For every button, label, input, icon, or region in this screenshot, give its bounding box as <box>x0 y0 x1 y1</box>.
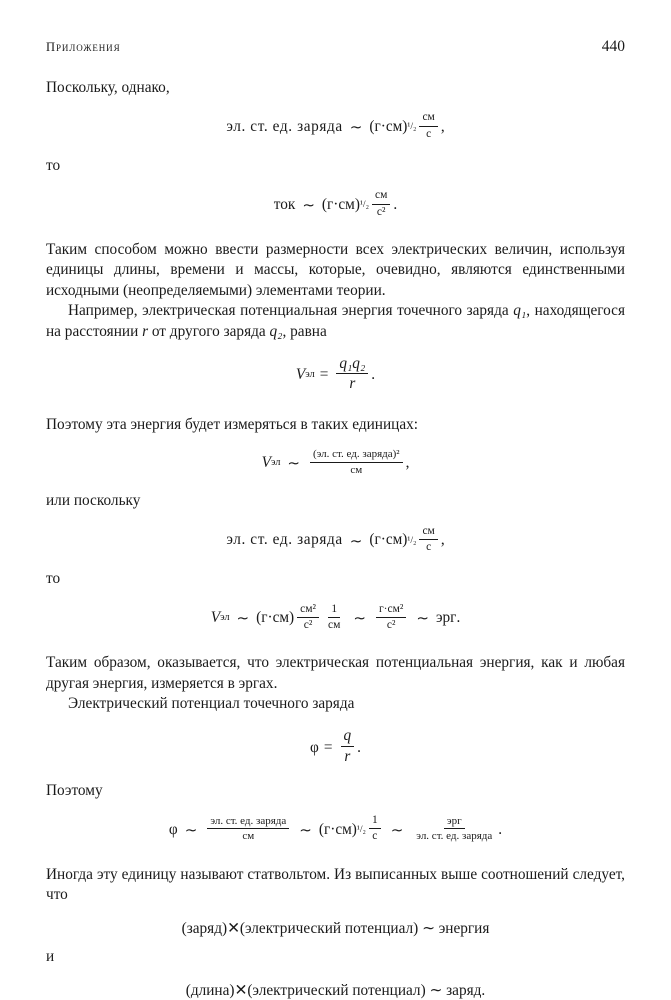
equation-8-symbol: φ <box>168 820 178 838</box>
paragraph-10: Поэтому <box>46 781 103 799</box>
paragraph-4-text-d: , равна <box>282 322 327 340</box>
equation-6-fraction-1-numerator: см² <box>297 603 319 618</box>
paragraph-8: Таким образом, оказывается, что электрическая потенциальная энергия, как и любая другая энергия, измеряется в эргах. <box>46 654 625 692</box>
equation-2-exponent: ¹/₂ <box>359 199 370 211</box>
equation-8-fraction-1-numerator: эл. ст. ед. заряда <box>207 815 289 830</box>
equation-6-fraction-3-denominator: с² <box>386 618 396 631</box>
paragraph-11: Иногда эту единицу называют статвольтом. Из выписанных выше соотношений следует, что <box>46 865 625 904</box>
equation-5-relation: ∼ <box>349 533 363 550</box>
equation-3-fraction-numerator: q₁q₂ <box>336 355 368 375</box>
equation-7-fraction <box>341 727 355 765</box>
equation-2-fraction <box>372 189 390 218</box>
equation-6-relation-2: ∼ <box>353 611 366 628</box>
paragraph-4-text-c: от другого заряда <box>148 322 270 340</box>
equation-1-exponent: ¹/₂ <box>407 121 417 133</box>
equation-5-lhs: эл. ст. ед. заряда <box>226 531 343 549</box>
equation-8-fraction-1 <box>207 815 289 843</box>
equation-4-fraction-numerator: (эл. ст. ед. заряда)² <box>310 448 403 463</box>
equation-5-fraction-denominator: с <box>426 540 432 553</box>
equation-8-term-1: (г·см) <box>318 820 357 838</box>
running-title: Приложения <box>46 40 121 54</box>
page-number: 440 <box>601 38 625 55</box>
equation-6-fraction-2-numerator: 1 <box>328 603 340 618</box>
equation-7-symbol: φ <box>310 738 319 756</box>
equation-1-lhs: эл. ст. ед. заряда <box>226 118 343 136</box>
equation-5-trailing: , <box>440 531 445 549</box>
equation-3 <box>46 356 625 394</box>
equation-8-relation-2: ∼ <box>299 823 312 840</box>
equation-6-term-1: (г·см) <box>256 609 295 627</box>
equation-5-fraction <box>419 525 437 554</box>
equation-3-subscript: эл <box>305 369 315 381</box>
equation-2-relation: ∼ <box>302 198 315 215</box>
equation-6-fraction-3-numerator: г·см² <box>376 603 406 618</box>
equation-3-fraction-denominator: r <box>349 375 356 393</box>
equation-5-exponent: ¹/₂ <box>407 534 417 546</box>
equation-7-fraction-denominator: r <box>344 747 351 765</box>
equation-8-relation-1: ∼ <box>184 823 198 840</box>
equation-6-relation-3: ∼ <box>416 611 429 628</box>
equation-7-trailing: . <box>357 738 361 756</box>
equation-8-fraction-2 <box>369 814 381 843</box>
equation-5-fraction-numerator: см <box>419 525 437 540</box>
equation-2-fraction-numerator: см <box>372 189 390 204</box>
equation-4-fraction-denominator: см <box>350 463 363 476</box>
paragraph-4-text-b: , находящегося на расстоянии <box>46 302 625 340</box>
equation-6-fraction-1 <box>297 603 319 632</box>
equation-6-fraction-1-denominator: с² <box>303 618 313 631</box>
paragraph-5: Поэтому эта энергия будет измеряться в таких единицах: <box>46 415 419 433</box>
equation-1-rhs-base: (г·см) <box>369 118 408 136</box>
equation-9: (заряд)✕(электрический потенциал) ∼ энергия <box>181 919 490 937</box>
equation-2-rhs-base: (г·см) <box>321 195 360 213</box>
equation-8-fraction-3-numerator: эрг <box>444 815 465 830</box>
equation-4-trailing: , <box>405 454 410 471</box>
equation-8 <box>46 815 625 844</box>
equation-7-equals: = <box>323 738 333 756</box>
equation-8-fraction-3 <box>413 815 495 843</box>
equation-2 <box>46 190 625 219</box>
equation-1-fraction-denominator: с <box>426 127 432 140</box>
equation-4-fraction <box>310 448 403 476</box>
variable-q2: q₂ <box>269 322 283 340</box>
page-content <box>46 78 625 1000</box>
equation-3-fraction <box>336 355 368 393</box>
equation-5-rhs-base: (г·см) <box>369 531 408 549</box>
paragraph-4-text-a: Например, электрическая потенциальная энергия точечного заряда <box>68 302 514 320</box>
paragraph-7: то <box>46 570 61 588</box>
equation-6-symbol: V <box>210 609 221 627</box>
paragraph-3: Таким способом можно ввести размерности всех электрических величин, используя единицы длины, времени и массы, которые, очевидно, являются единственными исходными (неопределяемыми) элементами теории. <box>46 240 625 299</box>
equation-6 <box>46 604 625 633</box>
equation-7 <box>46 729 625 767</box>
equation-8-fraction-2-numerator: 1 <box>369 814 381 829</box>
paragraph-9: Электрический потенциал точечного заряда <box>68 695 355 713</box>
paragraph-12: и <box>46 948 55 966</box>
equation-6-fraction-2-denominator: см <box>328 618 341 631</box>
equation-2-trailing: . <box>393 195 398 213</box>
equation-2-lhs: ток <box>273 195 296 213</box>
paragraph-6: или поскольку <box>46 492 141 510</box>
variable-q1: q₁ <box>513 302 527 320</box>
equation-7-fraction-numerator: q <box>341 727 355 747</box>
paragraph-1: Поскольку, однако, <box>46 79 170 96</box>
equation-6-tail: эрг <box>435 609 457 627</box>
page-header <box>46 38 625 56</box>
equation-1 <box>46 113 625 142</box>
equation-3-trailing: . <box>371 366 376 384</box>
equation-10: (длина)✕(электрический потенциал) ∼ заряд. <box>185 981 486 999</box>
equation-8-fraction-1-denominator: см <box>242 830 255 843</box>
equation-8-exponent: ¹/₂ <box>356 824 366 836</box>
equation-1-relation: ∼ <box>349 120 363 137</box>
equation-3-symbol: V <box>295 366 306 384</box>
equation-4 <box>46 449 625 477</box>
variable-r: r <box>142 322 149 340</box>
equation-8-fraction-2-denominator: с <box>372 830 378 843</box>
paragraph-2: то <box>46 156 61 174</box>
equation-4-symbol: V <box>261 454 271 471</box>
equation-2-fraction-denominator: с² <box>376 205 386 218</box>
equation-4-relation: ∼ <box>287 456 300 473</box>
equation-8-relation-3: ∼ <box>390 823 404 840</box>
equation-6-fraction-3 <box>376 603 406 632</box>
paragraph-4 <box>46 301 625 342</box>
equation-6-subscript: эл <box>220 612 230 624</box>
equation-5 <box>46 526 625 555</box>
equation-3-equals: = <box>319 366 329 384</box>
equation-1-fraction <box>419 111 437 140</box>
equation-6-relation-1: ∼ <box>236 611 250 628</box>
equation-1-trailing: , <box>440 118 445 136</box>
equation-6-trailing: . <box>456 609 461 627</box>
equation-1-fraction-numerator: см <box>419 111 437 126</box>
equation-8-trailing: . <box>498 820 503 838</box>
equation-6-fraction-2 <box>325 603 343 632</box>
equation-4-subscript: эл <box>270 456 281 468</box>
equation-8-fraction-3-denominator: эл. ст. ед. заряда <box>416 830 493 843</box>
